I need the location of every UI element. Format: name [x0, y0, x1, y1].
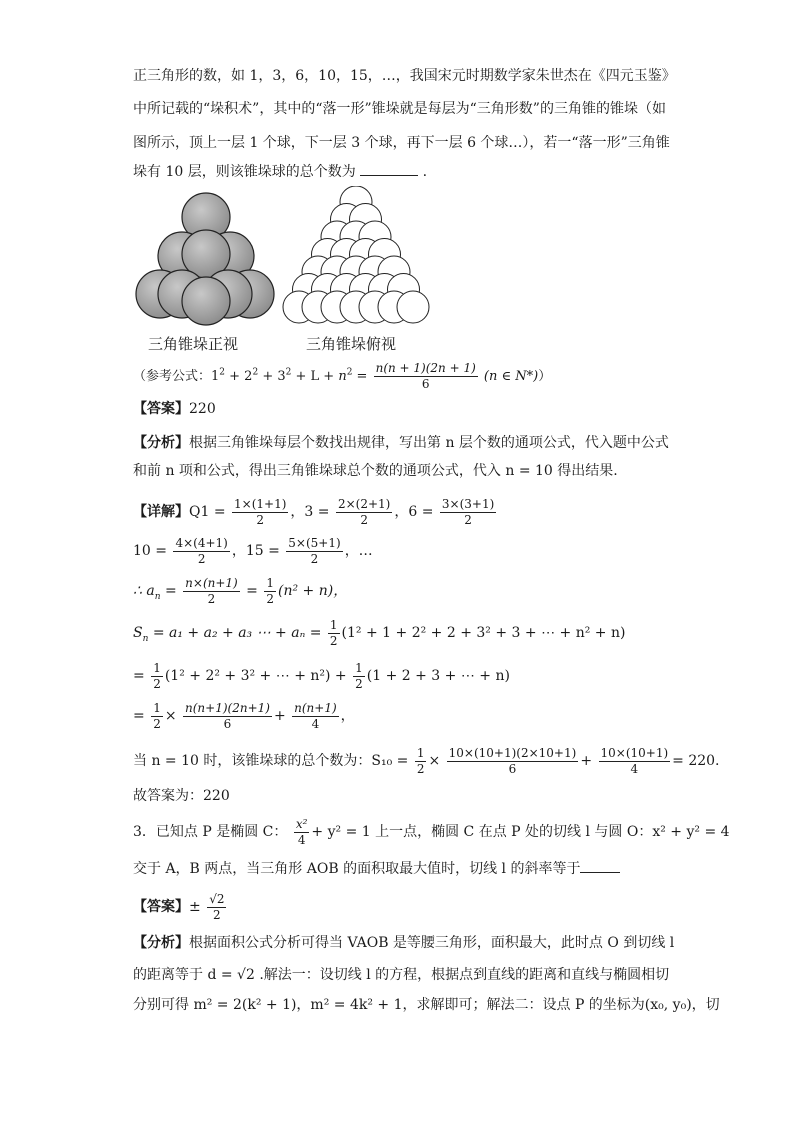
q2-detail-line-1	[133, 493, 498, 531]
q3-text-2: 交于 A，B 两点，当三角形 AOB 的面积取最大值时，切线 l 的斜率等于	[133, 861, 581, 877]
frac-1	[232, 497, 288, 528]
l6-mid: ×	[164, 708, 177, 724]
l3-pre: ∴ a	[133, 583, 155, 599]
frac-5-den: 2	[310, 551, 319, 566]
l2-pre: 10 =	[133, 543, 167, 559]
q3-analysis-text-1: 根据面积公式分析可得当 VAOB 是等腰三角形，面积最大，此时点 O 到切线 l	[189, 935, 675, 951]
frac-9-den: 2	[153, 676, 161, 691]
frac-2-den: 2	[360, 512, 368, 527]
detail-sep-1: ，3 =	[290, 504, 330, 520]
intro-line-4-end: .	[422, 164, 428, 180]
frac-3	[440, 497, 496, 528]
frac-4	[173, 536, 229, 567]
frac-10	[353, 661, 365, 692]
frac-3-num: 3×(3+1)	[441, 496, 495, 511]
detail-sep-2: ，6 =	[394, 504, 434, 520]
pyramid-front-view-figure	[130, 188, 280, 328]
q2-answer	[133, 399, 216, 419]
q2-conclusion: 故答案为：220	[133, 788, 230, 804]
answer-label: 【答案】	[133, 401, 189, 417]
l2-sep: ，15 =	[231, 543, 280, 559]
frac-6-den: 2	[207, 591, 216, 606]
q2-detail-line-2	[133, 532, 373, 570]
q3-line-2	[133, 858, 620, 879]
ref-term-2: + 2	[225, 369, 253, 384]
answer-blank	[360, 161, 418, 176]
frac-10-num: 1	[355, 660, 363, 675]
frac-12	[183, 701, 272, 732]
l4-end: (1² + 1 + 2² + 2 + 3² + 3 + ⋯ + n² + n)	[341, 625, 626, 641]
intro-line-4	[133, 161, 427, 182]
l3-eq: =	[160, 583, 177, 599]
frac-16	[599, 746, 671, 777]
q2-detail-line-4: $S_n = a_1 + a_2 + a_3$ ⋯ + aₙ = $\frac{1}{2}$ (1² + 1 + 2² + 2 + 3² + 3 + ⋯ + n² + n)	[133, 617, 626, 648]
frac-11-den: 2	[153, 716, 161, 731]
q3-frac-den: 4	[297, 832, 306, 847]
frac-7	[264, 576, 276, 607]
frac-6	[183, 576, 240, 607]
l3-end: (n² + n)，	[278, 583, 348, 599]
intro-line-4-text: 垛有 10 层，则该锥垛球的总个数为	[133, 164, 356, 180]
q3-analysis-line-3: 分别可得 m² = 2(k² + 1)，m² = 4k² + 1，求解即可；解法二：设点 P 的坐标为(x₀, y₀)，切	[133, 997, 720, 1013]
q3-answer-blank	[580, 858, 620, 873]
q3-ans-den: 2	[213, 907, 221, 922]
frac-9	[151, 661, 163, 692]
caption-front-view: 三角锥垛正视	[148, 335, 239, 353]
q2-detail-line-6	[133, 697, 355, 735]
l6-end: ，	[340, 708, 355, 724]
l4-mid: = a₁ + a₂ + a₃ ⋯ + aₙ =	[148, 625, 322, 641]
frac-13	[292, 701, 339, 732]
q3-answer-label: 【答案】	[133, 899, 189, 915]
frac-8-den: 2	[329, 633, 338, 648]
l2-end: ，…	[344, 543, 373, 559]
l5-mid: (1² + 2² + 3² + ⋯ + n²) +	[164, 668, 347, 684]
l3-eq2: =	[241, 583, 258, 599]
frac-4-num: 4×(4+1)	[175, 535, 228, 550]
l7-end: = 220.	[672, 753, 720, 769]
q3-answer-pm: ±	[189, 899, 201, 915]
caption-top-view: 三角锥垛俯视	[306, 335, 397, 353]
frac-7-den: 2	[266, 591, 275, 606]
q3-text-1b: + y² = 1 上一点，椭圆 C 在点 P 处的切线 l 与圆 O：x² + y² = 4	[311, 824, 730, 840]
q2-detail-line-3: ∴ $a_n$ = $\frac{n\times(n+1)}{2}$ = $\frac{1}{2}$ (n² + n)，	[133, 575, 348, 606]
intro-line-1: 正三角形的数，如 1，3，6，10，15，…，我国宋元时期数学家朱世杰在《四元玉鉴》	[133, 68, 676, 84]
ref-suffix: ）	[538, 369, 552, 384]
q2-analysis-line-2: 和前 n 项和公式，得出三角锥垛球总个数的通项公式，代入 n = 10 得出结果.	[133, 463, 618, 479]
q2-detail-line-7	[133, 742, 720, 780]
ref-term-3: + 3	[258, 369, 286, 384]
frac-13-den: 4	[311, 716, 320, 731]
l5-end: (1 + 2 + 3 + ⋯ + n)	[366, 668, 510, 684]
q3-frac-num: x²	[295, 816, 308, 831]
l4-pre: S	[133, 625, 143, 641]
q3-analysis-label: 【分析】	[133, 935, 189, 951]
frac-14	[415, 746, 427, 777]
frac-5	[286, 536, 342, 567]
frac-11	[151, 701, 163, 732]
l5-pre: =	[133, 668, 145, 684]
frac-10-den: 2	[355, 676, 363, 691]
l7-pre: 当 n = 10 时，该锥垛球的总个数为：S₁₀ =	[133, 753, 409, 769]
intro-line-2: 中所记载的“垛积术”，其中的“落一形”锥垛就是每层为“三角形数”的三角锥的锥垛（如	[133, 101, 666, 117]
ref-n: n	[338, 369, 347, 384]
q2-detail-line-5	[133, 657, 510, 695]
l7-mid: ×	[428, 753, 441, 769]
frac-16-num: 10×(10+1)	[600, 745, 669, 760]
frac-2-num: 2×(2+1)	[337, 496, 391, 511]
frac-13-num: n(n+1)	[294, 700, 337, 715]
sphere-outline	[397, 291, 429, 323]
q3-text-1a: 3．已知点 P 是椭圆 C：	[133, 824, 288, 840]
l6-plus: +	[273, 708, 286, 724]
frac-15-num: 10×(10+1)(2×10+1)	[448, 745, 577, 760]
frac-2	[336, 497, 392, 528]
frac-16-den: 4	[630, 761, 639, 776]
frac-1-num: 1×(1+1)	[234, 496, 287, 511]
frac-15-den: 6	[508, 761, 517, 776]
q3-fraction-x	[294, 817, 310, 848]
q3-ans-num: √2	[209, 891, 225, 906]
answer-value: 220	[189, 401, 216, 417]
q3-answer-fraction	[207, 892, 226, 923]
l6-pre: =	[133, 708, 145, 724]
ref-condition: (n ∈ N*)	[483, 369, 539, 384]
frac-1-den: 2	[256, 512, 265, 527]
l7-plus: +	[580, 753, 593, 769]
analysis-label: 【分析】	[133, 435, 189, 451]
frac-9-num: 1	[153, 660, 161, 675]
q3-line-1	[133, 814, 730, 850]
frac-14-den: 2	[416, 761, 425, 776]
ref-frac-num: n(n + 1)(2n + 1)	[375, 361, 476, 375]
frac-7-num: 1	[266, 575, 275, 590]
detail-q: Q1 =	[189, 504, 226, 520]
frac-6-num: n×(n+1)	[185, 575, 238, 590]
q2-analysis-line-1	[133, 433, 669, 453]
frac-14-num: 1	[416, 745, 425, 760]
ref-prefix: （参考公式：1	[133, 369, 220, 384]
intro-line-3: 图所示，顶上一层 1 个球，下一层 3 个球，再下一层 6 个球…），若一“落一形”三角锥	[133, 135, 670, 151]
ref-eq: =	[352, 369, 372, 384]
frac-12-num: n(n+1)(2n+1)	[185, 700, 270, 715]
frac-12-den: 6	[223, 716, 232, 731]
q3-answer	[133, 888, 228, 926]
pyramid-top-view-figure	[276, 186, 436, 330]
q3-analysis-line-1	[133, 933, 674, 953]
reference-formula: （参考公式：$1^2 + 2^2 + 3^2 + L + n^2$ = $\frac{n(n + 1)(2n + 1)}{6}$ (n ∈ N*)）	[133, 361, 552, 391]
frac-15	[447, 746, 579, 777]
frac-4-den: 2	[197, 551, 206, 566]
q3-analysis-line-2: 的距离等于 d = √2 .解法一：设切线 l 的方程，根据点到直线的距离和直线与椭圆相切	[133, 967, 670, 983]
frac-5-num: 5×(5+1)	[288, 535, 341, 550]
frac-11-num: 1	[153, 700, 161, 715]
analysis-text-1: 根据三角锥垛每层个数找出规律，写出第 n 层个数的通项公式，代入题中公式	[189, 435, 669, 451]
ref-fraction	[374, 361, 478, 392]
frac-3-den: 2	[464, 512, 472, 527]
frac-8	[328, 618, 340, 649]
ref-ellipsis: + L +	[291, 369, 339, 384]
frac-8-num: 1	[329, 617, 338, 632]
ref-frac-den: 6	[421, 377, 430, 391]
detail-label: 【详解】	[133, 504, 189, 520]
